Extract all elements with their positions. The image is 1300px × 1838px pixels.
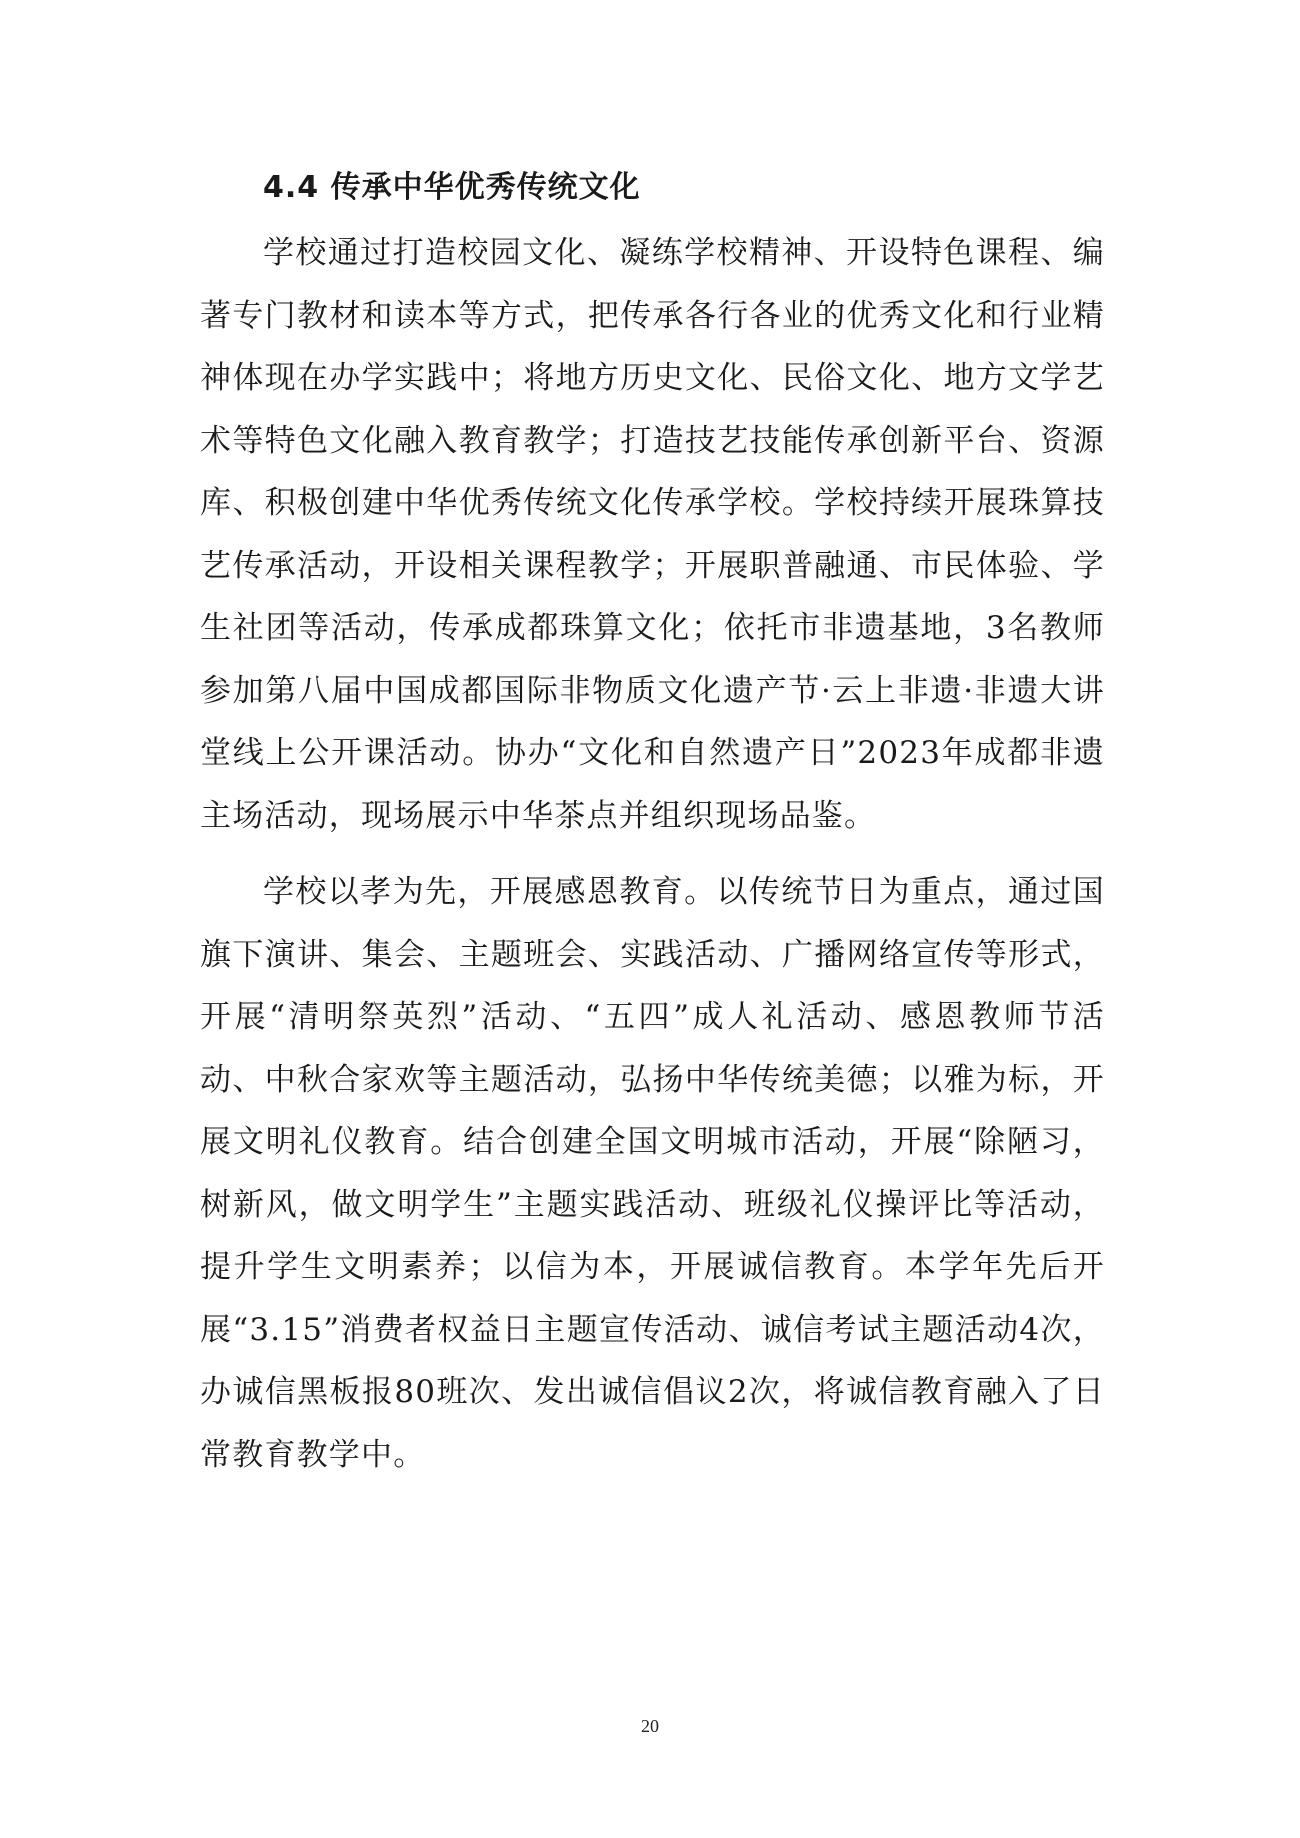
paragraph-cultural-heritage: 学校通过打造校园文化、凝练学校精神、开设特色课程、编著专门教材和读本等方式，把传承各行各业的优秀文化和行业精神体现在办学实践中；将地方历史文化、民俗文化、地方文学艺术等特色文化融入教育教学；打造技艺技能传承创新平台、资源库、积极创建中华优秀传统文化传承学校。学校持续开展珠算技艺传承活动，开设相关课程教学；开展职普融通、市民体验、学生社团等活动，传承成都珠算文化；依托市非遗基地，3名教师参加第八届中国成都国际非物质文化遗产节·云上非遗·非遗大讲堂线上公开课活动。协办“文化和自然遗产日”2023年成都非遗主场活动，现场展示中华茶点并组织现场品鉴。 (200, 235, 1105, 834)
page-number: 20 (641, 1716, 659, 1736)
paragraph-moral-education: 学校以孝为先，开展感恩教育。以传统节日为重点，通过国旗下演讲、集会、主题班会、实践活动、广播网络宣传等形式，开展“清明祭英烈”活动、“五四”成人礼活动、感恩教师节活动、中秋合家欢等主题活动，弘扬中华传统美德；以雅为标，开展文明礼仪教育。结合创建全国文明城市活动，开展“除陋习，树新风，做文明学生”主题实践活动、班级礼仪操评比等活动，提升学生文明素养；以信为本，开展诚信教育。本学年先后开展“3.15”消费者权益日主题宣传活动、诚信考试主题活动4次，办诚信黑板报80班次、发出诚信倡议2次，将诚信教育融入了日常教育教学中。 (200, 874, 1105, 1473)
page-body (200, 160, 1105, 1486)
section-heading: 4.4 传承中华优秀传统文化 (263, 170, 641, 205)
